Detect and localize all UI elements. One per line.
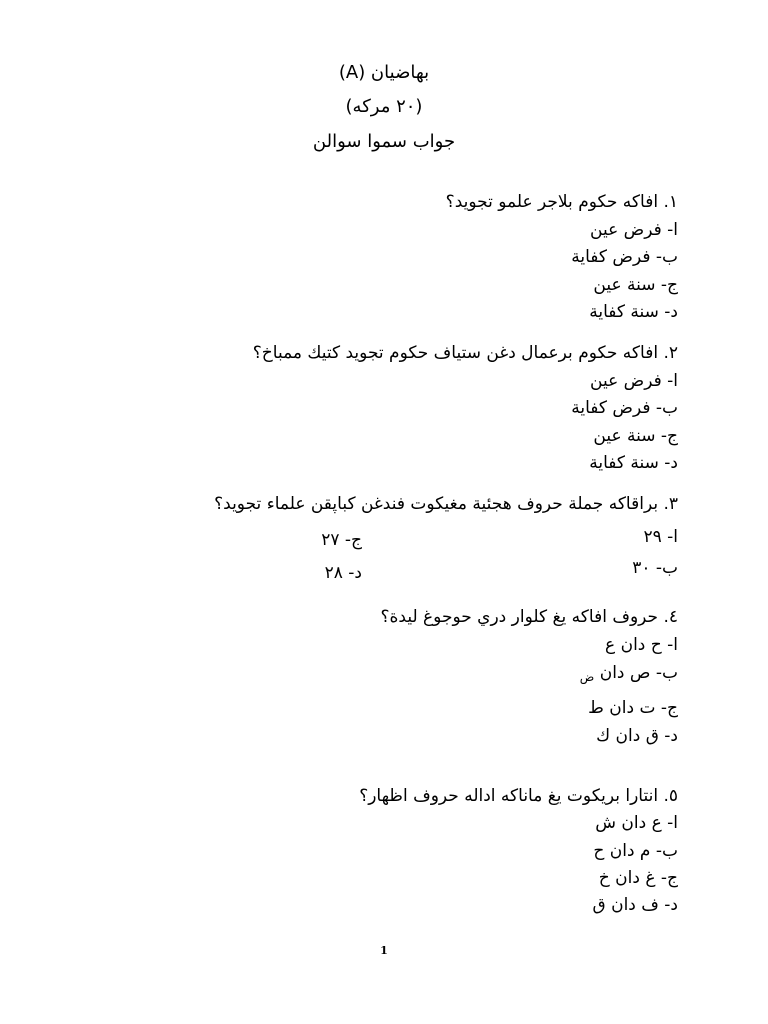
q2-option-b: ب- فرض كفاية	[571, 398, 678, 418]
question-5: ٥. انتارا بريكوت يغ ماناكه اداله حروف اظهار؟	[359, 786, 678, 806]
q2-option-a: ا- فرض عين	[590, 371, 678, 391]
q4-option-a: ا- ح دان ع	[605, 635, 678, 655]
q1-option-c: ج- سنة عين	[593, 275, 678, 295]
page-number: 1	[380, 944, 388, 957]
section-title: بهاضيان (A)	[338, 62, 430, 83]
q1-option-b: ب- فرض كفاية	[571, 247, 678, 267]
q5-option-d: د- ف دان ق	[592, 895, 678, 915]
q3-option-c: ج- ٢٧	[321, 530, 362, 550]
q3-option-a: ا- ٢٩	[643, 527, 678, 547]
q4-option-b-text: ب- ص دان	[599, 663, 678, 683]
question-3: ٣. براقاكه جملة حروف هجئية مغيكوت فندغن كباڽقن علماء تجويد؟	[214, 494, 678, 514]
q3-option-b: ب- ٣٠	[632, 558, 678, 578]
question-4: ٤. حروف افاكه يغ كلوار دري حوجوغ ليدة؟	[380, 607, 678, 627]
q5-option-a: ا- ع دان ش	[595, 813, 678, 833]
q4-option-b-letter: ض	[579, 670, 595, 684]
q1-option-a: ا- فرض عين	[590, 220, 678, 240]
question-1: ١. افاكه حکوم بلاجر علمو تجويد؟	[445, 192, 678, 212]
q2-option-d: د- سنة كفاية	[589, 453, 678, 473]
marks-label: (٢٠ مركه)	[345, 96, 423, 117]
q2-option-c: ج- سنة عين	[593, 426, 678, 446]
instruction-text: جواب سموا سوالن	[312, 131, 456, 152]
q4-option-c: ج- ت دان ط	[588, 698, 678, 718]
question-2: ٢. افاكه حکوم برعمال دغن ستياف حکوم تجويد کتيك ممباخ؟	[252, 343, 678, 363]
q5-option-b: ب- م دان ح	[593, 841, 678, 861]
q1-option-d: د- سنة كفاية	[589, 302, 678, 322]
q3-option-d: د- ٢٨	[324, 563, 362, 583]
q4-option-d: د- ق دان ك	[596, 726, 678, 746]
q4-option-b	[580, 662, 678, 688]
q5-option-c: ج- غ دان خ	[598, 868, 678, 888]
